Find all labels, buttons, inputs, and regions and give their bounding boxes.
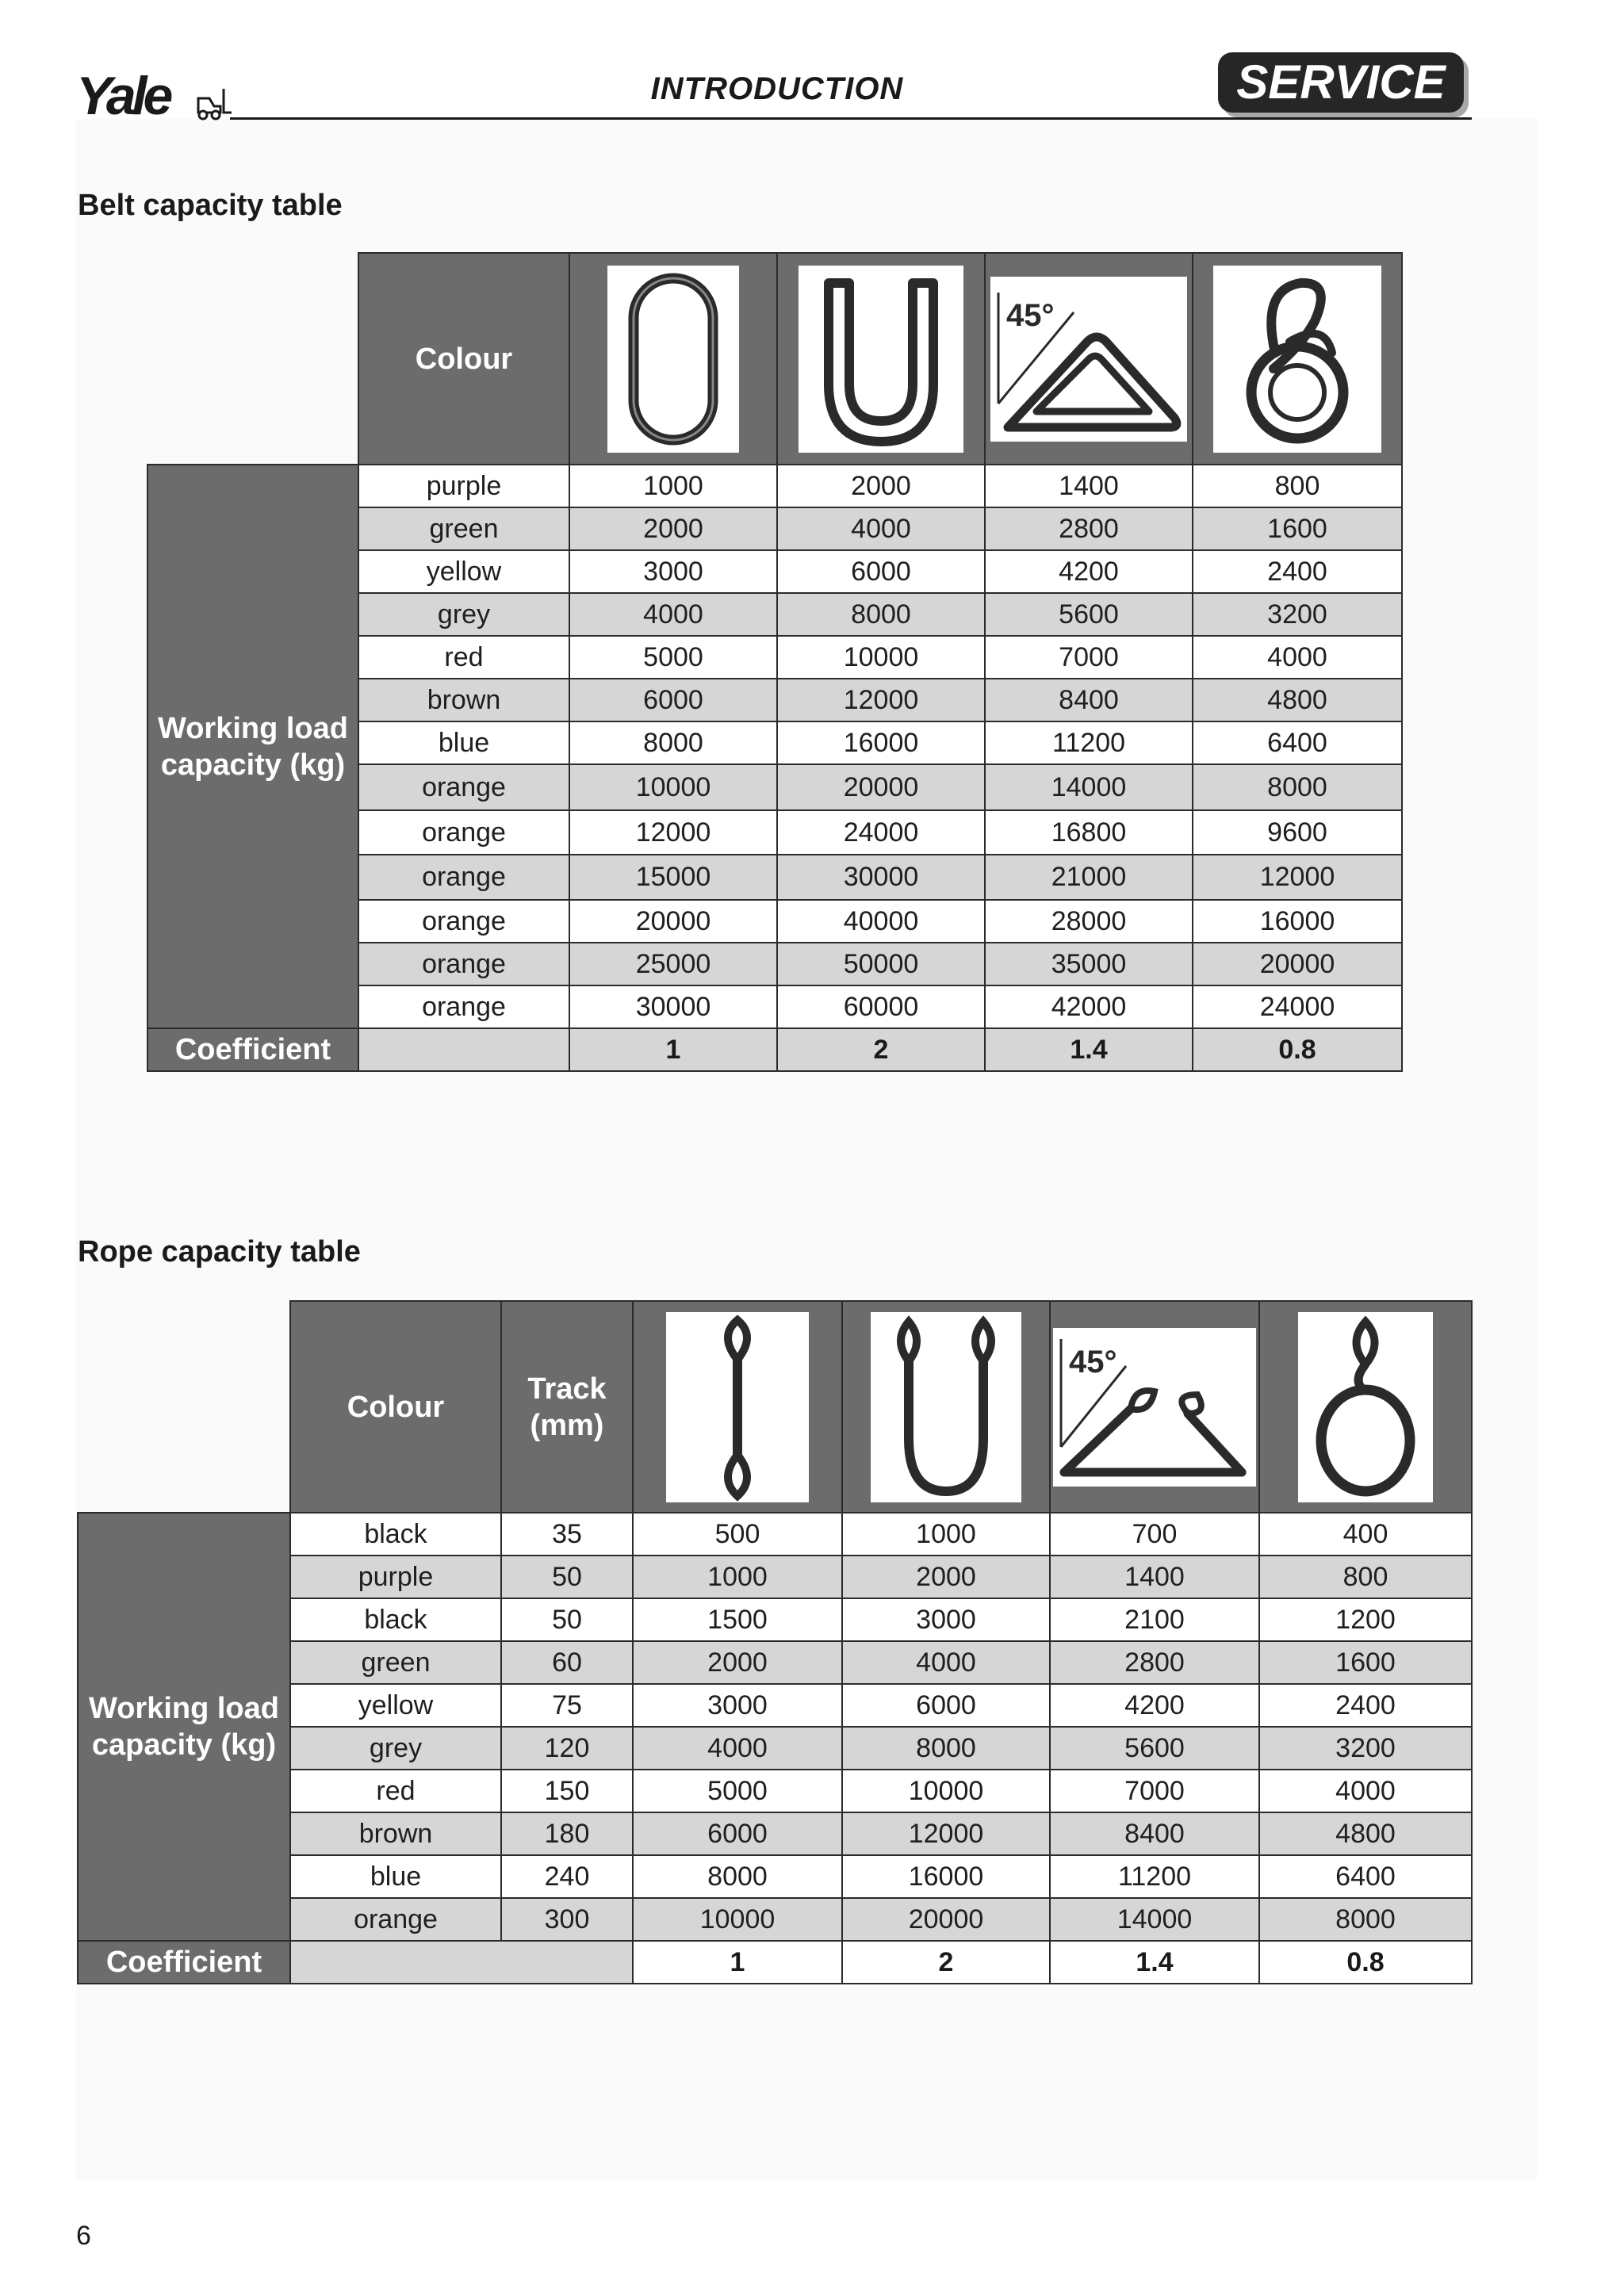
capacity-cell: 11200 xyxy=(1050,1855,1259,1898)
track-cell: 50 xyxy=(501,1598,633,1641)
capacity-cell: 3000 xyxy=(633,1684,842,1727)
coefficient-cell: 1.4 xyxy=(1050,1941,1259,1984)
capacity-cell: 40000 xyxy=(777,900,985,943)
capacity-cell: 8000 xyxy=(633,1855,842,1898)
capacity-cell: 8400 xyxy=(1050,1812,1259,1855)
capacity-cell: 6000 xyxy=(842,1684,1050,1727)
capacity-cell: 2100 xyxy=(1050,1598,1259,1641)
capacity-cell: 50000 xyxy=(777,943,985,985)
belt-col-straight xyxy=(569,253,777,465)
capacity-cell: 24000 xyxy=(777,810,985,855)
capacity-cell: 12000 xyxy=(569,810,777,855)
u-rope-icon xyxy=(871,1312,1021,1502)
capacity-cell: 2800 xyxy=(1050,1641,1259,1684)
corner-blank xyxy=(78,1301,290,1513)
straight-loop-icon xyxy=(607,266,739,453)
capacity-cell: 2000 xyxy=(842,1556,1050,1598)
page-number: 6 xyxy=(76,2221,91,2251)
capacity-cell: 1000 xyxy=(633,1556,842,1598)
belt-col-choke xyxy=(1193,253,1402,465)
capacity-cell: 6000 xyxy=(633,1812,842,1855)
capacity-cell: 20000 xyxy=(777,764,985,810)
capacity-cell: 1200 xyxy=(1259,1598,1472,1641)
colour-cell: red xyxy=(290,1770,501,1812)
capacity-cell: 8400 xyxy=(985,679,1193,721)
colour-cell: brown xyxy=(290,1812,501,1855)
colour-cell: brown xyxy=(358,679,569,721)
capacity-cell: 800 xyxy=(1193,465,1402,507)
colour-cell: orange xyxy=(358,810,569,855)
colour-cell: grey xyxy=(358,593,569,636)
capacity-cell: 800 xyxy=(1259,1556,1472,1598)
capacity-cell: 10000 xyxy=(633,1898,842,1941)
colour-cell: blue xyxy=(358,721,569,764)
colour-cell: orange xyxy=(358,943,569,985)
capacity-cell: 1000 xyxy=(569,465,777,507)
colour-cell: blue xyxy=(290,1855,501,1898)
capacity-cell: 30000 xyxy=(569,985,777,1028)
track-cell: 180 xyxy=(501,1812,633,1855)
capacity-cell: 4000 xyxy=(1259,1770,1472,1812)
capacity-cell: 5000 xyxy=(633,1770,842,1812)
capacity-cell: 400 xyxy=(1259,1513,1472,1556)
colour-cell: green xyxy=(358,507,569,550)
capacity-cell: 3200 xyxy=(1193,593,1402,636)
colour-cell: purple xyxy=(290,1556,501,1598)
track-cell: 60 xyxy=(501,1641,633,1684)
capacity-cell: 1400 xyxy=(985,465,1193,507)
capacity-cell: 3000 xyxy=(569,550,777,593)
capacity-cell: 4200 xyxy=(985,550,1193,593)
capacity-cell: 60000 xyxy=(777,985,985,1028)
corner-blank xyxy=(147,253,358,465)
capacity-cell: 3000 xyxy=(842,1598,1050,1641)
colour-cell: grey xyxy=(290,1727,501,1770)
capacity-cell: 20000 xyxy=(842,1898,1050,1941)
track-cell: 35 xyxy=(501,1513,633,1556)
capacity-cell: 4000 xyxy=(1193,636,1402,679)
capacity-cell: 1600 xyxy=(1259,1641,1472,1684)
capacity-cell: 7000 xyxy=(1050,1770,1259,1812)
capacity-cell: 16000 xyxy=(777,721,985,764)
capacity-cell: 10000 xyxy=(842,1770,1050,1812)
colour-cell: purple xyxy=(358,465,569,507)
rope-colour-header: Colour xyxy=(290,1301,501,1513)
capacity-cell: 4200 xyxy=(1050,1684,1259,1727)
rope-header-row xyxy=(78,1301,1472,1513)
header-rule xyxy=(230,117,1472,120)
capacity-cell: 10000 xyxy=(777,636,985,679)
capacity-cell: 21000 xyxy=(985,855,1193,900)
capacity-cell: 2400 xyxy=(1193,550,1402,593)
capacity-cell: 2000 xyxy=(777,465,985,507)
colour-cell: orange xyxy=(358,855,569,900)
working-load-label: Working load capacity (kg) xyxy=(147,465,358,1028)
rope-angle-label: 45° xyxy=(1069,1344,1117,1380)
capacity-cell: 6000 xyxy=(777,550,985,593)
coefficient-label: Coefficient xyxy=(78,1941,290,1984)
coefficient-cell: 1 xyxy=(569,1028,777,1071)
colour-cell: yellow xyxy=(290,1684,501,1727)
capacity-cell: 25000 xyxy=(569,943,777,985)
colour-cell: black xyxy=(290,1598,501,1641)
capacity-cell: 16000 xyxy=(842,1855,1050,1898)
capacity-cell: 35000 xyxy=(985,943,1193,985)
yale-logo xyxy=(76,68,235,124)
capacity-cell: 12000 xyxy=(842,1812,1050,1855)
coefficient-empty-cell xyxy=(290,1941,633,1984)
capacity-cell: 3200 xyxy=(1259,1727,1472,1770)
colour-cell: orange xyxy=(358,900,569,943)
capacity-cell: 1400 xyxy=(1050,1556,1259,1598)
capacity-cell: 700 xyxy=(1050,1513,1259,1556)
capacity-cell: 5600 xyxy=(985,593,1193,636)
capacity-cell: 2400 xyxy=(1259,1684,1472,1727)
capacity-cell: 14000 xyxy=(1050,1898,1259,1941)
capacity-cell: 7000 xyxy=(985,636,1193,679)
rope-col-straight xyxy=(633,1301,842,1513)
colour-cell: orange xyxy=(358,764,569,810)
capacity-cell: 16800 xyxy=(985,810,1193,855)
track-cell: 120 xyxy=(501,1727,633,1770)
belt-coefficient-row xyxy=(147,1028,1402,1071)
capacity-cell: 30000 xyxy=(777,855,985,900)
choke-rope-icon xyxy=(1298,1312,1433,1502)
track-cell: 300 xyxy=(501,1898,633,1941)
coefficient-empty-cell xyxy=(358,1028,569,1071)
capacity-cell: 2000 xyxy=(633,1641,842,1684)
table-row xyxy=(78,1513,1472,1556)
logo-text: Yale xyxy=(76,66,170,126)
working-load-label: Working load capacity (kg) xyxy=(78,1513,290,1941)
belt-col-angle xyxy=(985,253,1193,465)
straight-rope-icon xyxy=(666,1312,809,1502)
belt-capacity-table xyxy=(147,252,1403,1072)
coefficient-cell: 1.4 xyxy=(985,1028,1193,1071)
coefficient-cell: 2 xyxy=(842,1941,1050,1984)
capacity-cell: 9600 xyxy=(1193,810,1402,855)
track-cell: 75 xyxy=(501,1684,633,1727)
capacity-cell: 4800 xyxy=(1259,1812,1472,1855)
capacity-cell: 12000 xyxy=(1193,855,1402,900)
belt-colour-header: Colour xyxy=(358,253,569,465)
capacity-cell: 12000 xyxy=(777,679,985,721)
capacity-cell: 8000 xyxy=(1193,764,1402,810)
capacity-cell: 2800 xyxy=(985,507,1193,550)
colour-cell: green xyxy=(290,1641,501,1684)
coefficient-cell: 2 xyxy=(777,1028,985,1071)
belt-col-u xyxy=(777,253,985,465)
capacity-cell: 8000 xyxy=(842,1727,1050,1770)
rope-coefficient-row xyxy=(78,1941,1472,1984)
choke-hitch-icon xyxy=(1213,266,1381,453)
capacity-cell: 4800 xyxy=(1193,679,1402,721)
capacity-cell: 4000 xyxy=(842,1641,1050,1684)
capacity-cell: 20000 xyxy=(1193,943,1402,985)
capacity-cell: 1500 xyxy=(633,1598,842,1641)
table-row xyxy=(147,465,1402,507)
capacity-cell: 6400 xyxy=(1193,721,1402,764)
capacity-cell: 6000 xyxy=(569,679,777,721)
track-cell: 50 xyxy=(501,1556,633,1598)
coefficient-cell: 0.8 xyxy=(1259,1941,1472,1984)
capacity-cell: 1600 xyxy=(1193,507,1402,550)
capacity-cell: 5600 xyxy=(1050,1727,1259,1770)
colour-cell: orange xyxy=(358,985,569,1028)
service-badge: SERVICE xyxy=(1218,52,1464,113)
track-cell: 240 xyxy=(501,1855,633,1898)
capacity-cell: 28000 xyxy=(985,900,1193,943)
capacity-cell: 11200 xyxy=(985,721,1193,764)
capacity-cell: 14000 xyxy=(985,764,1193,810)
rope-capacity-table xyxy=(77,1300,1473,1984)
track-cell: 150 xyxy=(501,1770,633,1812)
capacity-cell: 42000 xyxy=(985,985,1193,1028)
capacity-cell: 10000 xyxy=(569,764,777,810)
capacity-cell: 8000 xyxy=(777,593,985,636)
capacity-cell: 20000 xyxy=(569,900,777,943)
capacity-cell: 6400 xyxy=(1259,1855,1472,1898)
belt-table-title: Belt capacity table xyxy=(78,189,343,222)
belt-angle-label: 45° xyxy=(1006,297,1055,333)
rope-table-title: Rope capacity table xyxy=(78,1235,361,1269)
capacity-cell: 8000 xyxy=(1259,1898,1472,1941)
rope-col-u xyxy=(842,1301,1050,1513)
belt-header-row xyxy=(147,253,1402,465)
capacity-cell: 16000 xyxy=(1193,900,1402,943)
coefficient-cell: 1 xyxy=(633,1941,842,1984)
rope-col-choke xyxy=(1259,1301,1472,1513)
colour-cell: yellow xyxy=(358,550,569,593)
angle-45-rope-icon xyxy=(1053,1328,1256,1487)
capacity-cell: 24000 xyxy=(1193,985,1402,1028)
capacity-cell: 15000 xyxy=(569,855,777,900)
rope-col-angle xyxy=(1050,1301,1259,1513)
coefficient-cell: 0.8 xyxy=(1193,1028,1402,1071)
section-heading: INTRODUCTION xyxy=(650,71,904,106)
capacity-cell: 4000 xyxy=(633,1727,842,1770)
capacity-cell: 1000 xyxy=(842,1513,1050,1556)
forklift-icon xyxy=(193,86,233,121)
rope-track-header: Track (mm) xyxy=(501,1301,633,1513)
capacity-cell: 500 xyxy=(633,1513,842,1556)
capacity-cell: 5000 xyxy=(569,636,777,679)
colour-cell: orange xyxy=(290,1898,501,1941)
colour-cell: red xyxy=(358,636,569,679)
coefficient-label: Coefficient xyxy=(147,1028,358,1071)
capacity-cell: 4000 xyxy=(569,593,777,636)
colour-cell: black xyxy=(290,1513,501,1556)
capacity-cell: 8000 xyxy=(569,721,777,764)
u-basket-icon xyxy=(799,266,963,453)
angle-45-icon xyxy=(990,277,1187,442)
capacity-cell: 4000 xyxy=(777,507,985,550)
capacity-cell: 2000 xyxy=(569,507,777,550)
